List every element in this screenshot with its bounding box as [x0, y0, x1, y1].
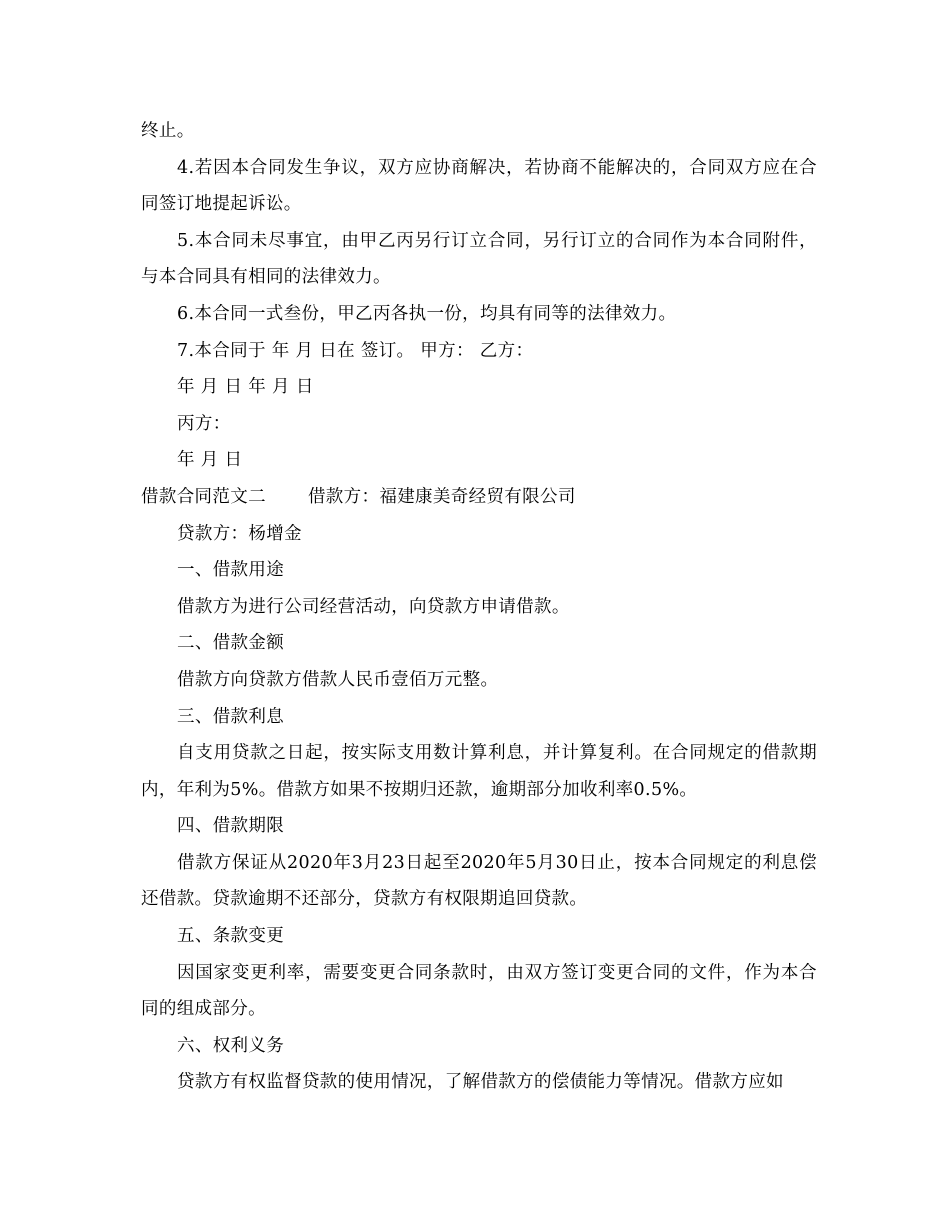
paragraph-dispute: 4.若因本合同发生争议，双方应协商解决，若协商不能解决的，合同双方应在合同签订地提起诉讼。 [141, 157, 817, 215]
borrower-name: 借款方：福建康美奇经贸有限公司 [307, 486, 576, 507]
lender-name: 贷款方：杨增金 [177, 523, 302, 544]
paragraph-termination: 终止。 [141, 121, 195, 141]
section-body-rights: 贷款方有权监督贷款的使用情况，了解借款方的偿债能力等情况。借款方应如 [177, 1072, 784, 1093]
contract-heading [141, 479, 817, 516]
section-body-changes: 因国家变更利率，需要变更合同条款时，由双方签订变更合同的文件，作为本合同的组成部分。 [141, 962, 817, 1020]
section-heading-purpose: 一、借款用途 [177, 560, 285, 581]
section-heading-rights: 六、权利义务 [177, 1035, 285, 1056]
contract-title: 借款合同范文二 [141, 486, 266, 507]
paragraph-signing: 7.本合同于 年 月 日在 签订。 甲方： 乙方： [177, 340, 534, 361]
paragraph-copies: 6.本合同一式叁份，甲乙丙各执一份，均具有同等的法律效力。 [177, 303, 677, 324]
paragraph-date-ab: 年 月 日 年 月 日 [177, 377, 314, 398]
section-heading-term: 四、借款期限 [177, 816, 285, 837]
document-body [141, 113, 817, 1101]
section-heading-amount: 二、借款金额 [177, 633, 285, 654]
paragraph-party-c: 丙方： [177, 413, 231, 434]
paragraph-supplement: 5.本合同未尽事宜，由甲乙丙另行订立合同，另行订立的合同作为本合同附件，与本合同具有相同的法律效力。 [141, 230, 817, 288]
section-heading-changes: 五、条款变更 [177, 926, 285, 947]
paragraph-date-c: 年 月 日 [177, 450, 243, 471]
section-body-amount: 借款方向贷款方借款人民币壹佰万元整。 [177, 669, 499, 690]
section-body-term: 借款方保证从2020年3月23日起至2020年5月30日止，按本合同规定的利息偿还借款。贷款逾期不还部分，贷款方有权限期追回贷款。 [141, 852, 817, 910]
section-heading-interest: 三、借款利息 [177, 706, 285, 727]
section-body-purpose: 借款方为进行公司经营活动，向贷款方申请借款。 [177, 596, 570, 617]
section-body-interest: 自支用贷款之日起，按实际支用数计算利息，并计算复利。在合同规定的借款期内，年利为5%。借款方如果不按期归还款，逾期部分加收利率0.5%。 [141, 743, 817, 800]
